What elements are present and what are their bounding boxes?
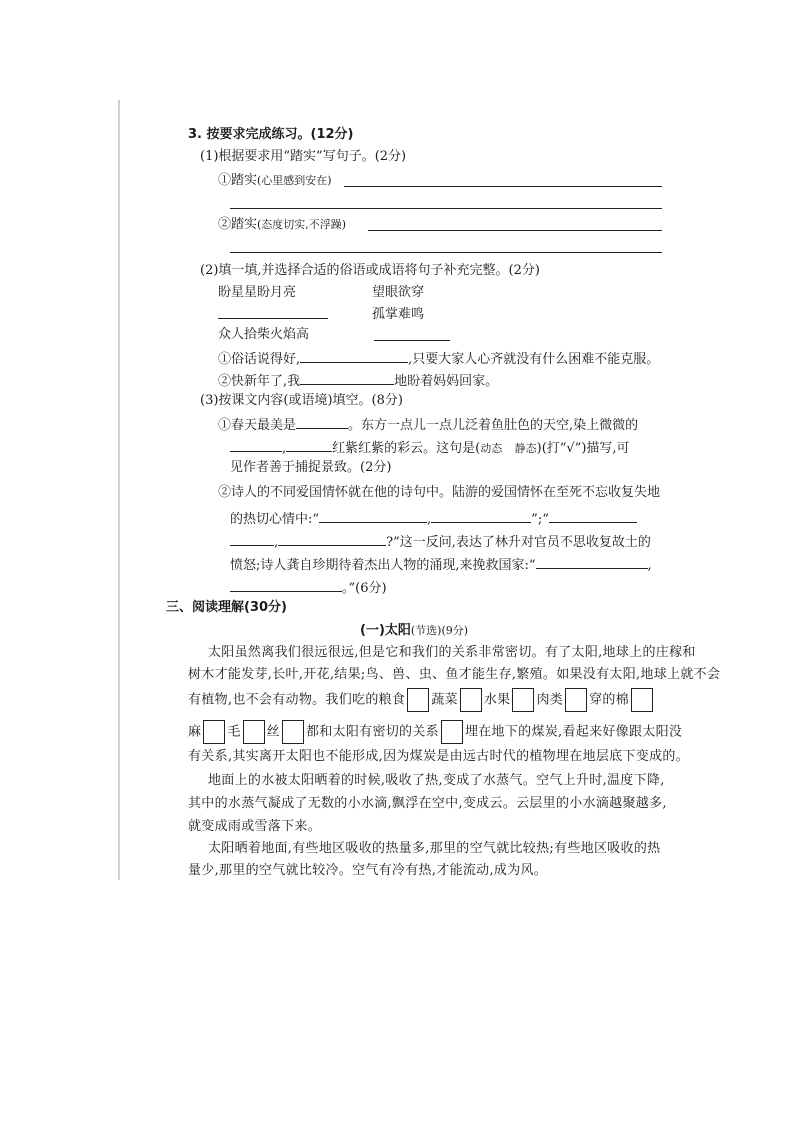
- idiom-1: 盼星星盼月亮: [218, 285, 297, 300]
- idiom-blank-1[interactable]: [218, 318, 328, 319]
- idiom-4: 众人拾柴火焰高: [218, 327, 310, 342]
- para3-line1: 太阳晒着地面,有些地区吸收的热量多,那里的空气就比较热;有些地区吸收的热: [208, 841, 661, 856]
- poem-blank-10[interactable]: [230, 577, 342, 592]
- poem-blank-2[interactable]: [230, 437, 282, 452]
- q3-heading: 3. 按要求完成练习。(12分): [188, 127, 354, 142]
- para1-line2: 树木才能发芽,长叶,开花,结果;鸟、兽、虫、鱼才能生存,繁殖。如果没有太阳,地球上就不会: [188, 667, 721, 682]
- q3-part1-title: (1)根据要求用“踏实”写句子。(2分): [200, 149, 407, 164]
- q3-part1-a-note: (心里感到安在): [257, 174, 332, 187]
- para1-line4c: 丝: [266, 724, 280, 740]
- poem-line-8: [230, 577, 387, 598]
- para1-line3a: 有植物,也不会有动物。我们吃的粮食: [188, 692, 406, 708]
- answer-line-2b[interactable]: [230, 252, 662, 253]
- fill-blank-1[interactable]: [300, 348, 408, 363]
- punct-box-1[interactable]: [407, 688, 429, 712]
- poem-blank-6[interactable]: [549, 508, 637, 523]
- punct-box-9[interactable]: [441, 720, 463, 744]
- fill-sentence-1-pre: ①俗话说得好,: [218, 352, 301, 367]
- punct-box-7[interactable]: [243, 720, 265, 744]
- poem-line-7: 愤怒;诗人龚自珍期待着杰出人物的涌现,来挽救国家:“ ,: [230, 554, 652, 575]
- option-static[interactable]: 静态: [514, 442, 537, 455]
- passage-title-text: (一)太阳: [360, 623, 411, 638]
- poem-blank-9[interactable]: [536, 554, 648, 569]
- q3-part1-b-word: ②踏实: [218, 217, 258, 232]
- fill-sentence-1: [218, 348, 659, 369]
- fill-sentence-1-post: ,只要大家人心齐就没有什么困难不能克服。: [408, 352, 660, 367]
- q3-part3-title: (3)按课文内容(或语境)填空。(8分): [200, 393, 403, 408]
- fill-sentence-2-pre: ②快新年了,我: [218, 374, 301, 389]
- poem-line-2: , 红紫红紫的彩云。这句是(动态 静态)(打“√”)描写,可: [230, 437, 630, 458]
- idiom-2: 望眼欲穿: [372, 285, 425, 300]
- para1-line3c: 水果: [483, 692, 511, 708]
- q3-part2-title: (2)填一填,并选择合适的俗语或成语将句子补充完整。(2分): [200, 263, 540, 278]
- poem-blank-3[interactable]: [286, 437, 332, 452]
- punct-box-2[interactable]: [460, 688, 482, 712]
- para1-line3: [188, 688, 655, 712]
- para3-line2: 量少,那里的空气就比较冷。空气有冷有热,才能流动,成为风。: [188, 863, 548, 878]
- q3-part1-b-note: (态度切实,不浮躁): [257, 218, 347, 231]
- para1-line4e: 埋在地下的煤炭,看起来好像跟太阳没: [464, 724, 683, 740]
- poem-line-6-text: ?”这一反问,表达了林升对官员不思收复故土的: [386, 535, 651, 550]
- idiom-3: 孤掌难鸣: [372, 307, 425, 322]
- fill-blank-2[interactable]: [300, 370, 394, 385]
- poem-blank-1[interactable]: [296, 414, 348, 429]
- answer-line-1a[interactable]: [344, 186, 662, 187]
- poem-line-2b: )(打“√”)描写,可: [536, 441, 630, 456]
- poem-line-8-text: 。”(6分): [342, 581, 387, 596]
- punct-box-3[interactable]: [512, 688, 534, 712]
- poem-line-5: 的热切心情中:“ , ”;“: [230, 508, 637, 529]
- poem-line-4: ②诗人的不同爱国情怀就在他的诗句中。陆游的爱国情怀在至死不忘收复失地: [218, 485, 661, 500]
- q3-part1-a-word: ①踏实: [218, 173, 258, 188]
- para2-line1: 地面上的水被太阳晒着的时候,吸收了热,变成了水蒸气。空气上升时,温度下降,: [208, 773, 665, 788]
- q3-part1-b-label: [218, 216, 346, 234]
- poem-blank-5[interactable]: [431, 508, 531, 523]
- para1-line3b: 蔬菜: [431, 692, 458, 708]
- para1-line1: 太阳虽然离我们很远很远,但是它和我们的关系非常密切。有了太阳,地球上的庄稼和: [208, 645, 696, 660]
- q3-part1-a-label: [218, 172, 332, 190]
- para1-line4d: 都和太阳有密切的关系: [305, 724, 439, 740]
- poem-line-3: 见作者善于捕捉景致。(2分): [230, 460, 392, 475]
- para1-line4a: 麻: [188, 724, 202, 740]
- para1-line4b: 毛: [227, 724, 241, 740]
- poem-line-7-text: 愤怒;诗人龚自珍期待着杰出人物的涌现,来挽救国家:“: [230, 558, 536, 573]
- fill-sentence-2-post: 地盼着妈妈回家。: [394, 374, 499, 389]
- poem-line-1b: 。东方一点儿一点儿泛着鱼肚色的天空,染上微微的: [348, 418, 639, 433]
- answer-line-1b[interactable]: [230, 208, 662, 209]
- punct-box-4[interactable]: [565, 688, 587, 712]
- poem-line-5a: 的热切心情中:“: [230, 512, 320, 527]
- poem-blank-7[interactable]: [230, 531, 274, 546]
- para1-line5: 有关系,其实离开太阳也不能形成,因为煤炭是由远古时代的植物埋在地层底下变成的。: [188, 749, 689, 764]
- section3-title: 三、阅读理解(30分): [166, 600, 287, 615]
- poem-blank-4[interactable]: [319, 508, 427, 523]
- poem-line-6: , ?”这一反问,表达了林升对官员不思收复故土的: [230, 531, 651, 552]
- poem-line-2a: 红紫红紫的彩云。这句是(: [332, 441, 481, 456]
- poem-line-1a: ①春天最美是: [218, 418, 297, 433]
- idiom-blank-2[interactable]: [374, 340, 450, 341]
- para1-line3e: 穿的棉: [589, 692, 629, 708]
- punct-box-6[interactable]: [203, 720, 225, 744]
- poem-line-1: [218, 414, 638, 435]
- passage-title: [360, 622, 468, 640]
- punct-box-8[interactable]: [282, 720, 304, 744]
- answer-line-2a[interactable]: [368, 230, 662, 231]
- fill-sentence-2: [218, 370, 498, 391]
- passage-title-note: (节选)(9分): [410, 624, 469, 637]
- para2-line3: 就变成雨或雪落下来。: [188, 819, 322, 834]
- punct-box-5[interactable]: [631, 688, 653, 712]
- poem-line-5b: ”;“: [531, 512, 549, 527]
- option-dynamic[interactable]: 动态: [480, 442, 503, 455]
- para2-line2: 其中的水蒸气凝成了无数的小水滴,飘浮在空中,变成云。云层里的小水滴越聚越多,: [188, 796, 667, 811]
- para1-line4: [188, 720, 682, 744]
- poem-blank-8[interactable]: [278, 531, 386, 546]
- para1-line3d: 肉类: [536, 692, 564, 708]
